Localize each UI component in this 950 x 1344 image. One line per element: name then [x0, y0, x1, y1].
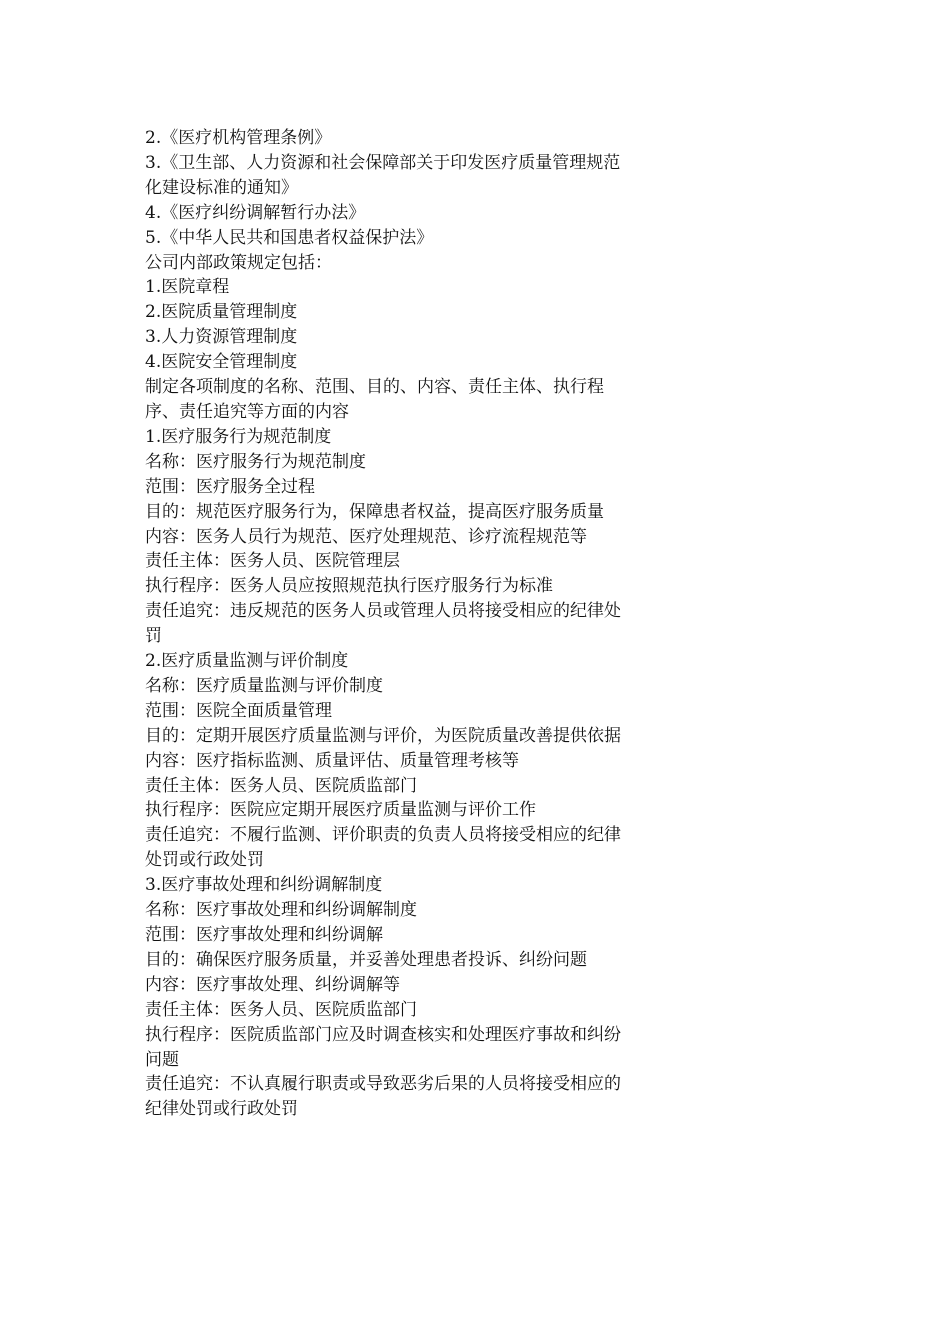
system-2-content: 内容：医疗指标监测、质量评估、质量管理考核等 [145, 750, 519, 771]
system-1-scope: 范围：医疗服务全过程 [145, 476, 315, 497]
system-1-title: 1.医疗服务行为规范制度 [145, 426, 332, 447]
system-1-purpose: 目的：规范医疗服务行为，保障患者权益，提高医疗服务质量 [145, 501, 604, 522]
policy-item-4: 4.医院安全管理制度 [145, 352, 298, 373]
system-3-title: 3.医疗事故处理和纠纷调解制度 [145, 875, 383, 896]
system-3-name: 名称：医疗事故处理和纠纷调解制度 [145, 900, 417, 921]
system-3-procedure: 执行程序：医院质监部门应及时调查核实和处理医疗事故和纠纷问题 [145, 1024, 621, 1070]
system-2-name: 名称：医疗质量监测与评价制度 [145, 675, 383, 696]
system-2-title: 2.医疗质量监测与评价制度 [145, 651, 349, 672]
law-item-3: 3.《卫生部、人力资源和社会保障部关于印发医疗质量管理规范化建设标准的通知》 [145, 152, 621, 198]
policy-item-2: 2.医院质量管理制度 [145, 302, 298, 323]
system-3-accountability: 责任追究：不认真履行职责或导致恶劣后果的人员将接受相应的纪律处罚或行政处罚 [145, 1074, 621, 1120]
internal-policy-heading: 公司内部政策规定包括： [145, 252, 332, 273]
system-2-procedure: 执行程序：医院应定期开展医疗质量监测与评价工作 [145, 800, 536, 821]
system-1-procedure: 执行程序：医务人员应按照规范执行医疗服务行为标准 [145, 576, 553, 597]
policy-item-1: 1.医院章程 [145, 277, 230, 298]
law-item-2: 2.《医疗机构管理条例》 [145, 128, 332, 148]
system-2-responsible: 责任主体：医务人员、医院质监部门 [145, 775, 417, 796]
system-1-responsible: 责任主体：医务人员、医院管理层 [145, 551, 400, 572]
law-item-4: 4.《医疗纠纷调解暂行办法》 [145, 202, 366, 223]
document-body [145, 126, 627, 1122]
section-intro: 制定各项制度的名称、范围、目的、内容、责任主体、执行程序、责任追究等方面的内容 [145, 377, 604, 422]
system-1-accountability: 责任追究：违反规范的医务人员或管理人员将接受相应的纪律处罚 [145, 601, 621, 647]
system-3-content: 内容：医疗事故处理、纠纷调解等 [145, 974, 400, 995]
system-2-accountability: 责任追究：不履行监测、评价职责的负责人员将接受相应的纪律处罚或行政处罚 [145, 825, 621, 871]
system-1-name: 名称：医疗服务行为规范制度 [145, 451, 366, 472]
system-1-content: 内容：医务人员行为规范、医疗处理规范、诊疗流程规范等 [145, 526, 587, 547]
policy-item-3: 3.人力资源管理制度 [145, 327, 298, 348]
system-3-scope: 范围：医疗事故处理和纠纷调解 [145, 925, 383, 945]
system-2-scope: 范围：医院全面质量管理 [145, 700, 332, 721]
system-3-responsible: 责任主体：医务人员、医院质监部门 [145, 999, 417, 1020]
law-item-5: 5.《中华人民共和国患者权益保护法》 [145, 227, 434, 248]
system-2-purpose: 目的：定期开展医疗质量监测与评价，为医院质量改善提供依据 [145, 725, 621, 746]
system-3-purpose: 目的：确保医疗服务质量，并妥善处理患者投诉、纠纷问题 [145, 949, 587, 970]
